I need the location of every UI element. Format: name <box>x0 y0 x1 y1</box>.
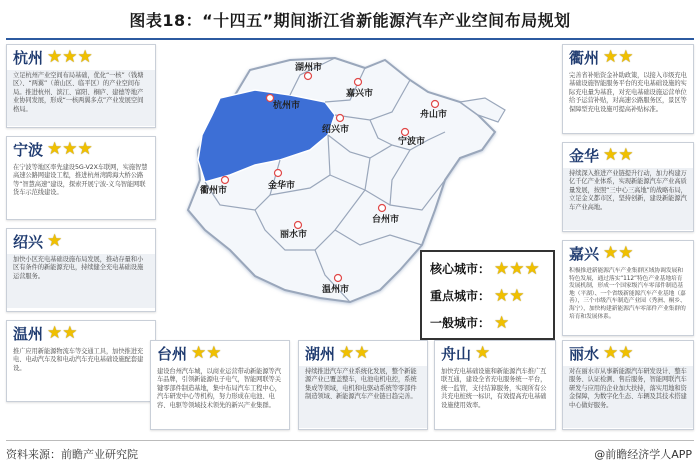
card-huzhou-name: 湖州 <box>305 345 336 363</box>
card-huzhou <box>298 340 428 430</box>
card-jiaxing <box>562 240 694 336</box>
legend-core-stars: ★★★ <box>494 258 540 279</box>
card-huzhou-stars: ★★ <box>339 343 370 363</box>
label-huzhou: 湖州市 <box>295 63 323 73</box>
source-note: 资料来源：前瞻产业研究院 <box>6 448 138 461</box>
card-hangzhou-text: 立足杭州产业空间布局基础，优化“一核”（钱塘区）、“两翼”（萧山区、临平区）的产业空间布局。推进杭州、滨江、富阳、桐庐、建德等地产业协同发展，形成“一核两翼多点”产业发展空间格局。 <box>7 70 155 126</box>
label-shaoxing: 绍兴市 <box>322 125 350 135</box>
card-jinhua-name: 金华 <box>569 147 600 165</box>
card-shaoxing-stars: ★ <box>47 231 63 251</box>
card-jiaxing-stars: ★★ <box>603 243 634 263</box>
card-zhoushan-stars: ★ <box>475 343 491 363</box>
card-taizhou <box>150 340 290 430</box>
label-zhoushan: 舟山市 <box>420 110 448 120</box>
label-quzhou: 衢州市 <box>200 186 228 196</box>
card-jinhua-stars: ★★ <box>603 145 634 165</box>
card-zhoushan-text: 加快充电基础设施和新能源汽车推广互联互通，建设全省充电服务统一平台，统一监管，支付结算服务，实现所有公共充电桩统一标识，有效提高充电基础设施使用效率。 <box>441 368 547 409</box>
legend-core <box>430 255 545 282</box>
card-taizhou-text: 建设台州汽车城，以商业运营带动新能源等汽车品牌，引领新能源电子电气，智能网联等关键零部件制造基地，集中布局汽车工程中心，汽车研发中心等机构，努力形成在电池、电容、电驱等领域技术领先的新兴产业集群。 <box>157 368 281 409</box>
card-shaoxing-text: 加快小区充电基础设施布局发展，推动存量和小区有条件的新能源充电，持续健全充电基础设施运营服务。 <box>7 254 155 308</box>
card-lishui-text: 对在丽水市从事新能源汽车研发设计、整车服务、认证检测、售后服务，智能网联汽车研发与应用的企业加大扶持，落实用地和资金保障，为数字化生态、车辆及其技术搭建中心做好服务。 <box>563 366 693 428</box>
card-lishui-stars: ★★ <box>603 343 634 363</box>
card-ningbo <box>6 136 156 220</box>
card-taizhou-stars: ★★ <box>191 343 222 363</box>
card-jinhua <box>562 142 694 232</box>
card-huzhou-text: 持续推进汽车产业系统化发展，整个新能源产业已覆盖整车，电池电机电控，系统集成等领域，电机和电驱动系统等零部件制造领域、新能源汽车产业链日趋完善。 <box>299 366 427 428</box>
card-taizhou-name: 台州 <box>157 345 188 363</box>
label-hangzhou: 杭州市 <box>273 101 301 111</box>
card-quzhou-text: 完善省补贴资金补助政策，以接入市级充电基础设施智能服务平台的充电基础设施的实际充电量为基准，对充电基础设施运营单位给予运营补贴，对高速公路服务区，景区等保障型充电设施可提高补贴标准。 <box>569 72 687 113</box>
card-quzhou-stars: ★★ <box>603 47 634 67</box>
card-jiaxing-name: 嘉兴 <box>569 245 600 263</box>
legend-general-label: 一般城市： <box>430 316 491 330</box>
card-wenzhou <box>6 320 156 402</box>
card-ningbo-name: 宁波 <box>13 141 44 159</box>
legend-key-stars: ★★ <box>494 285 525 306</box>
card-lishui <box>562 340 694 430</box>
card-hangzhou-name: 杭州 <box>13 49 44 67</box>
legend-key-label: 重点城市： <box>430 289 491 303</box>
card-quzhou-name: 衢州 <box>569 49 600 67</box>
card-hangzhou <box>6 44 156 128</box>
card-zhoushan <box>434 340 556 430</box>
label-lishui: 丽水市 <box>280 230 308 240</box>
footer-divider <box>6 440 694 441</box>
chart-title: 图表18：“十四五”期间浙江省新能源汽车产业空间布局规划 <box>129 11 571 30</box>
card-hangzhou-stars: ★★★ <box>47 47 93 67</box>
card-wenzhou-name: 温州 <box>13 325 44 343</box>
legend-general-stars: ★ <box>494 312 510 333</box>
map-legend <box>420 250 555 340</box>
card-ningbo-stars: ★★★ <box>47 139 93 159</box>
card-ningbo-text: 在宁波等地区率先建设5G-V2X车联网，实施智慧高速公路网建设工程，推进杭州湾跨海大桥公路等“智慧高速”建设，探索开展宁波-义乌智能网联货车示范线建设。 <box>13 164 148 197</box>
label-jinhua: 金华市 <box>268 181 296 191</box>
card-jinhua-text: 持续深入推进产业链提升行动，加力构建万亿千亿产业体系，实现新能源汽车产业高质量发展，按照“三中心三高地”的战略布局，立足金义都市区，坚持创新，建设新能源汽车产业高地。 <box>563 168 693 230</box>
card-lishui-name: 丽水 <box>569 345 600 363</box>
label-wenzhou: 温州市 <box>322 285 350 295</box>
card-shaoxing <box>6 228 156 312</box>
card-zhoushan-name: 舟山 <box>441 345 472 363</box>
brand-note: @前瞻经济学人APP <box>594 448 692 461</box>
legend-key <box>430 282 545 309</box>
card-quzhou <box>562 44 694 134</box>
legend-general <box>430 309 545 336</box>
card-jiaxing-text: 积极推进新能源汽车产业集群区域协调发展和特色发展，通过落实“112”特色产业基地培育发展机制，形成一个国家级汽车零部件制造基地（平湖）、一个省级新能源汽车产业基地（嘉善），三个市级汽车制造产业园（秀洲、桐乡、海宁），加快构建新能源汽车零部件产业集群的培育和发展体系。 <box>569 268 686 320</box>
label-ningbo: 宁波市 <box>398 137 426 147</box>
legend-core-label: 核心城市： <box>430 262 491 276</box>
label-jiaxing: 嘉兴市 <box>346 89 374 99</box>
card-wenzhou-stars: ★★ <box>47 323 78 343</box>
card-shaoxing-name: 绍兴 <box>13 233 44 251</box>
label-taizhou: 台州市 <box>372 215 400 225</box>
card-wenzhou-text: 推广应用新能源物流车等交通工具，加快推进充电、电动汽车及和电动汽车充电基础设施配套建设。 <box>13 348 144 372</box>
